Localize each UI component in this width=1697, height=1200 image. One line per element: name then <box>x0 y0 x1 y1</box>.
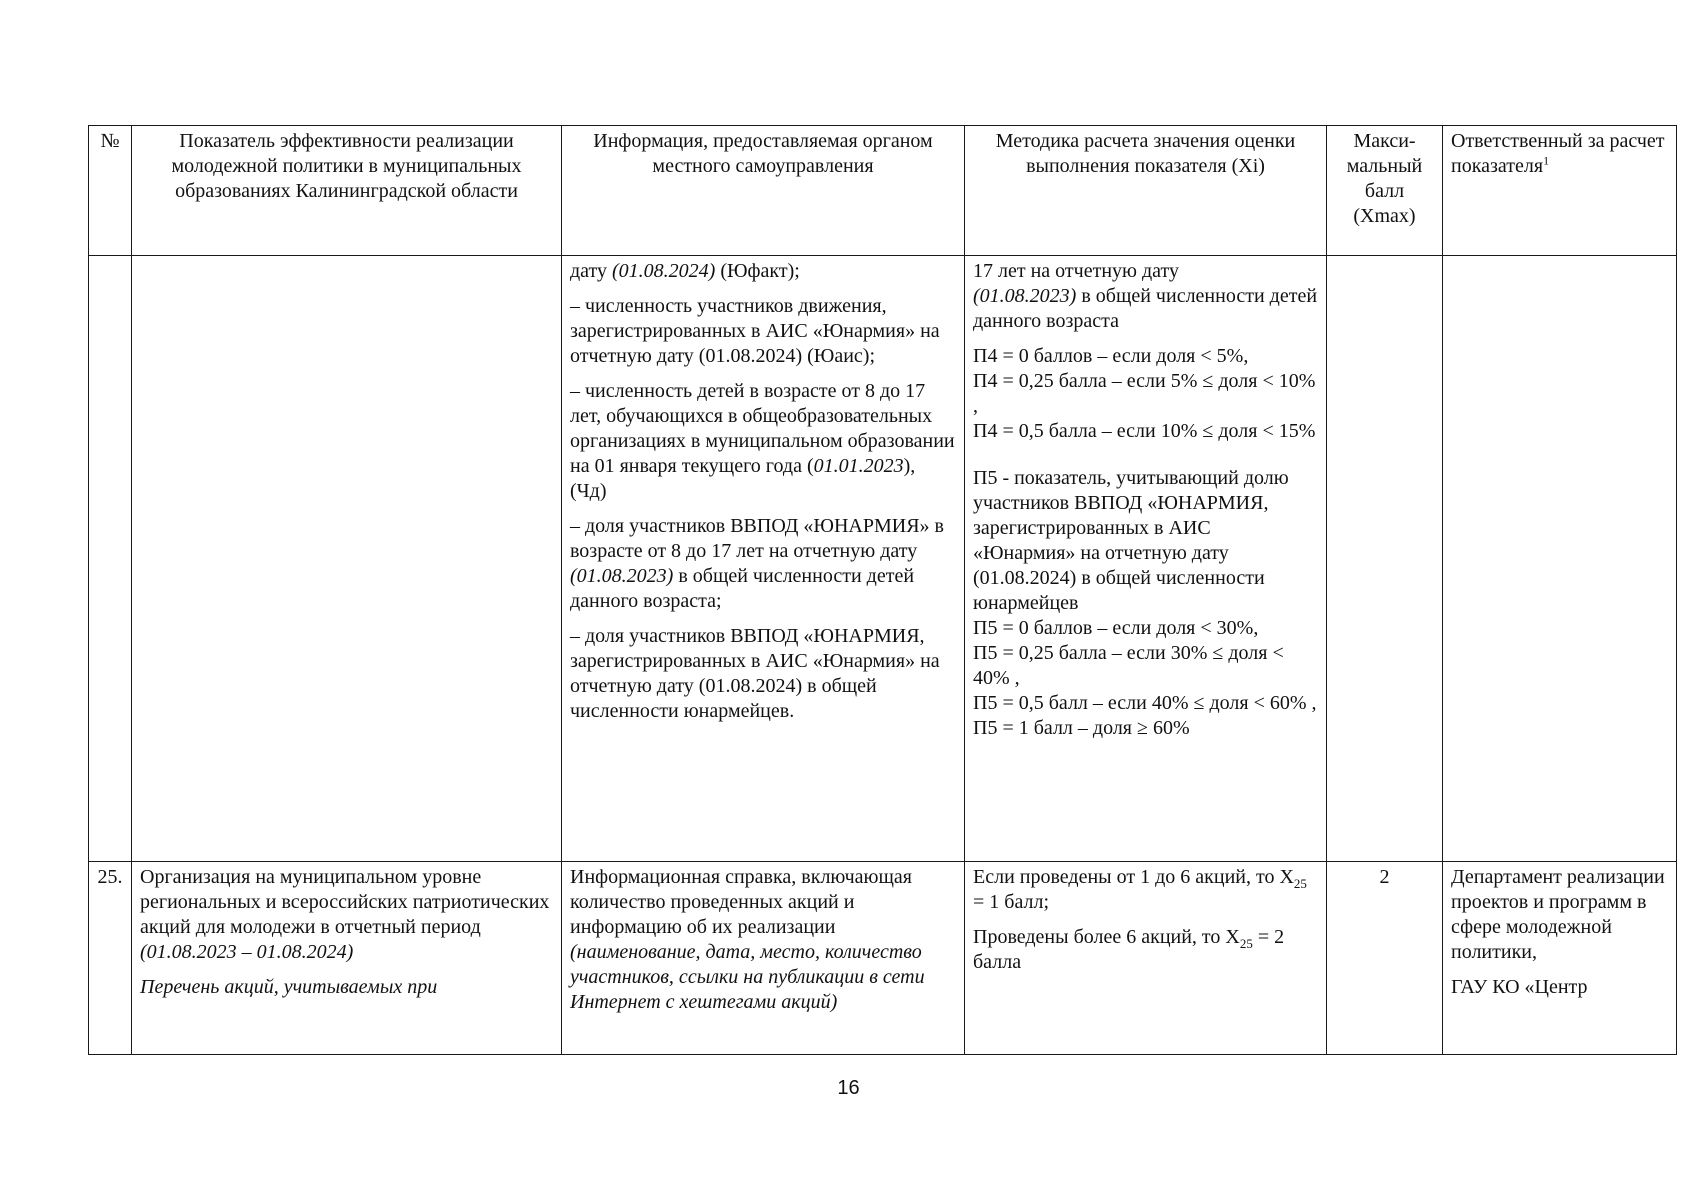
table-row <box>89 256 1677 862</box>
p5-rule: П5 = 0,5 балл – если 40% ≤ доля < 60% , <box>973 692 1317 714</box>
method-rule <box>973 865 1318 915</box>
info-item <box>570 514 956 614</box>
text-run: ), (Чд) <box>570 455 916 502</box>
p4-rule: П4 = 0 баллов – если доля < 5%, <box>973 345 1249 367</box>
footnote-marker: 1 <box>1543 153 1550 168</box>
text-run: = 2 балла <box>973 926 1285 973</box>
method-cell <box>965 862 1327 1055</box>
method-rule <box>973 925 1318 975</box>
row-number: 25. <box>89 862 132 1055</box>
header-responsible <box>1443 126 1677 256</box>
p5-rule: П5 = 1 балл – доля ≥ 60% <box>973 717 1190 739</box>
date-italic: (01.08.2023) <box>973 285 1077 307</box>
indicator-text <box>140 865 553 965</box>
text-run: – численность детей в возрасте от 8 до 17 лет, обучающихся в общеобразовательных организациях в муниципальном образовании на 01 января текущего года ( <box>570 380 955 477</box>
p4-rule: П4 = 0,25 балла – если 5% ≤ доля < 10% , <box>973 370 1316 417</box>
responsible-cell <box>1443 862 1677 1055</box>
date-italic: 01.01.2023 <box>813 455 904 477</box>
header-info: Информация, предоставляемая органом местного самоуправления <box>562 126 965 256</box>
header-method: Методика расчета значения оценки выполнения показателя (Xi) <box>965 126 1327 256</box>
text-run: Если проведены от 1 до 6 акций, то X <box>973 866 1294 888</box>
period-italic: (01.08.2023 – 01.08.2024) <box>140 941 354 963</box>
text-run: в общей численности детей данного возраста <box>973 285 1318 332</box>
subscript: 25 <box>1239 936 1253 951</box>
responsible-text: ГАУ КО «Центр <box>1451 976 1588 998</box>
info-item: – численность участников движения, зарегистрированных в АИС «Юнармия» на отчетную дату (01.08.2024) (Юаис); <box>570 295 940 367</box>
info-cell <box>562 862 965 1055</box>
cont-info-cell <box>562 256 965 862</box>
cont-max-cell <box>1327 256 1443 862</box>
cont-indicator-cell <box>132 256 562 862</box>
header-number: № <box>89 126 132 256</box>
text-run: Проведены более 6 акций, то X <box>973 926 1240 948</box>
cont-responsible-cell <box>1443 256 1677 862</box>
info-item: – доля участников ВВПОД «ЮНАРМИЯ, зарегистрированных в АИС «Юнармия» на отчетную дату (01.08.2024) в общей численности юнармейцев. <box>570 625 940 722</box>
text-run: Организация на муниципальном уровне региональных и всероссийских патриотических акций для молодежи в отчетный период <box>140 866 550 938</box>
subscript: 25 <box>1293 876 1307 891</box>
header-row <box>89 126 1677 256</box>
responsible-text: Департамент реализации проектов и программ в сфере молодежной политики, <box>1451 866 1665 963</box>
p5-description: П5 - показатель, учитывающий долю участников ВВПОД «ЮНАРМИЯ, зарегистрированных в АИС «Юнармия» на отчетную дату (01.08.2024) в общей численности юнармейцев <box>973 467 1289 614</box>
date-italic: (01.08.2023) <box>570 565 674 587</box>
text-run: Информационная справка, включающая количество проведенных акций и информацию об их реализации <box>570 866 912 938</box>
header-responsible-text: Ответственный за расчет показателя <box>1451 130 1665 177</box>
date-italic: (01.08.2024) <box>612 260 716 282</box>
indicator-note: Перечень акций, учитываемых при <box>140 976 438 998</box>
text-run: (Юфакт); <box>715 260 800 282</box>
p5-rule: П5 = 0 баллов – если доля < 30%, <box>973 617 1259 639</box>
text-run: – доля участников ВВПОД «ЮНАРМИЯ» в возрасте от 8 до 17 лет на отчетную дату <box>570 515 944 562</box>
method-text <box>973 259 1318 334</box>
text-run: = 1 балл; <box>973 891 1050 913</box>
text-run: дату <box>570 260 613 282</box>
text-run: 17 лет на отчетную дату <box>973 260 1179 282</box>
indicator-cell <box>132 862 562 1055</box>
info-item <box>570 259 956 284</box>
info-item <box>570 379 956 504</box>
info-italic: (наименование, дата, место, количество участников, ссылки на публикации в сети Интернет с хештегами акций) <box>570 941 925 1013</box>
p5-rule: П5 = 0,25 балла – если 30% ≤ доля < 40% , <box>973 642 1284 689</box>
header-indicator: Показатель эффективности реализации молодежной политики в муниципальных образованиях Калининградской области <box>132 126 562 256</box>
header-max-score: Макси-мальный балл (Xmax) <box>1327 126 1443 256</box>
p4-rule: П4 = 0,5 балла – если 10% ≤ доля < 15% <box>973 420 1316 442</box>
table-row-25 <box>89 862 1677 1055</box>
info-text <box>570 865 956 1015</box>
cont-num-cell <box>89 256 132 862</box>
cont-method-cell <box>965 256 1327 862</box>
criteria-table <box>88 125 1677 1055</box>
text-run: в общей численности детей данного возраста; <box>570 565 915 612</box>
page-number: 16 <box>837 1077 860 1099</box>
max-score-cell: 2 <box>1327 862 1443 1055</box>
